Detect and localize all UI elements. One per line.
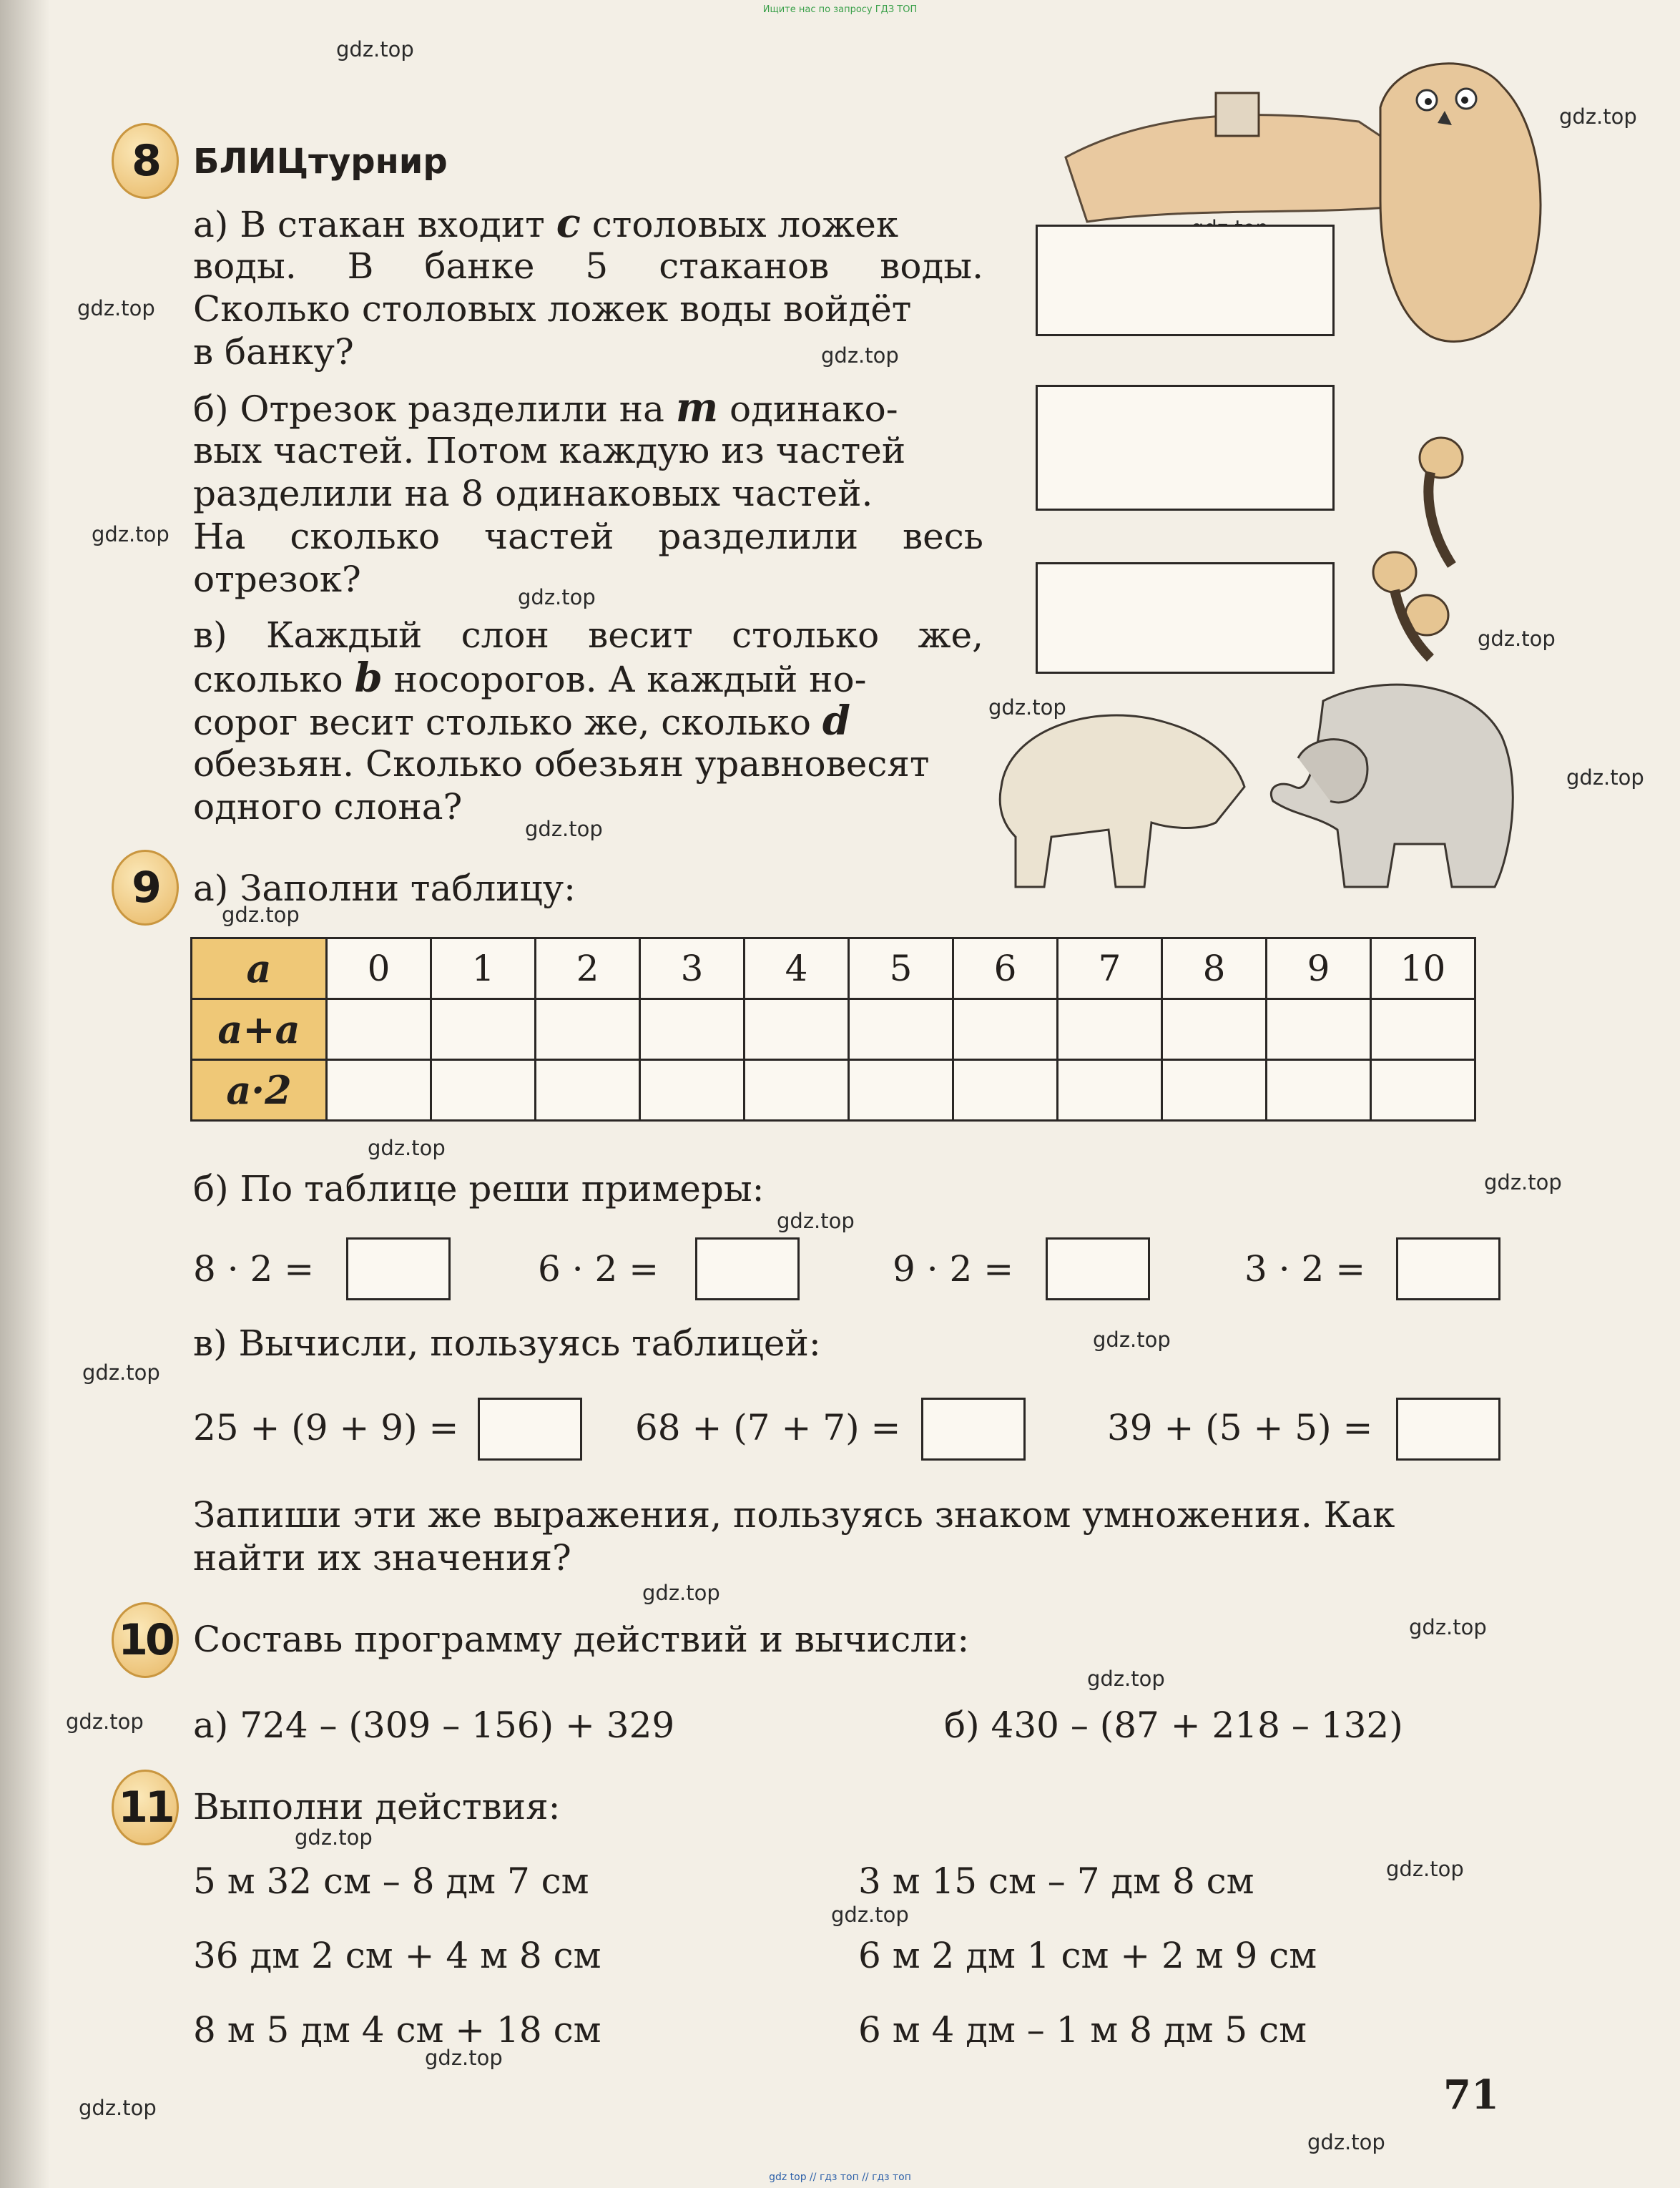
task-9a-label: а) Заполни таблицу: [193,868,576,909]
task-8b-line4: На сколько частей разделили весь [193,516,983,557]
task-9-note-line2: найти их значения? [193,1537,571,1579]
answer-box[interactable] [1046,1237,1150,1300]
watermark: gdz.top [1478,627,1556,651]
task-11-title: Выполни действия: [193,1786,561,1828]
table-cell[interactable] [431,1060,536,1121]
table-cell[interactable] [849,1060,953,1121]
row-head: a+a [192,999,327,1060]
watermark: gdz.top [642,1581,720,1605]
table-cell[interactable] [1371,1060,1475,1121]
bottom-note: gdz top // гдз топ // гдз топ [769,2172,911,2183]
answer-box[interactable] [478,1398,582,1461]
example: 6 · 2 = [538,1248,659,1290]
watermark: gdz.top [1409,1615,1487,1639]
page-shadow [0,0,50,2188]
task-number-badge: 9 [112,850,179,926]
task-title: БЛИЦтурнир [193,142,448,182]
rhino-elephant-illustration [980,658,1538,901]
row-head: a·2 [192,1060,327,1121]
task-8a-line4: в банку? [193,331,354,373]
table-cell[interactable] [1058,999,1162,1060]
task-9c-label: в) Вычисли, пользуясь таблицей: [193,1323,821,1364]
table-cell[interactable] [327,1060,431,1121]
task-8b-line1: б) Отрезок разделили на m одинако- [193,384,898,431]
table-cell[interactable] [953,1060,1058,1121]
task-8c-line5: одного слона? [193,786,463,828]
example: 8 · 2 = [193,1248,315,1290]
watermark: gdz.top [222,903,300,927]
task-8c-line1: в) Каждый слон весит столько же, [193,614,983,656]
example: 9 · 2 = [893,1248,1014,1290]
table-cell[interactable] [1058,1060,1162,1121]
column-header: 9 [1267,938,1371,999]
column-header: 3 [640,938,745,999]
watermark: gdz.top [1093,1328,1171,1352]
task-number-badge: 8 [112,123,179,199]
task-8c-line2: сколько b носорогов. А каждый но- [193,654,867,702]
table-cell[interactable] [536,1060,640,1121]
row-head: a [192,938,327,999]
watermark: gdz.top [295,1825,373,1850]
table-cell[interactable] [1267,1060,1371,1121]
fill-table [190,937,1476,1122]
table-cell[interactable] [1371,999,1475,1060]
table-cell[interactable] [849,999,953,1060]
table-cell[interactable] [327,999,431,1060]
task-8a-line3: Сколько столовых ложек воды войдёт [193,288,912,330]
watermark: gdz.top [1559,104,1637,129]
table-cell[interactable] [1267,999,1371,1060]
watermark: gdz.top [1307,2130,1385,2154]
task-10-title: Составь программу действий и вычисли: [193,1619,970,1660]
answer-box[interactable] [1396,1237,1500,1300]
watermark: gdz.top [1566,765,1644,790]
answer-box[interactable] [695,1237,800,1300]
answer-box-8c[interactable] [1036,562,1335,674]
example: 25 + (9 + 9) = [193,1407,459,1448]
table-cell[interactable] [431,999,536,1060]
column-header: 8 [1162,938,1267,999]
task-9b-label: б) По таблице реши примеры: [193,1168,765,1210]
watermark: gdz.top [1087,1667,1165,1691]
example: 39 + (5 + 5) = [1107,1407,1373,1448]
example: 5 м 32 см – 8 дм 7 см [193,1860,589,1902]
column-header: 6 [953,938,1058,999]
example: 6 м 4 дм – 1 м 8 дм 5 см [858,2009,1307,2051]
column-header: 7 [1058,938,1162,999]
table-cell[interactable] [536,999,640,1060]
watermark: gdz.top [92,522,170,546]
example: 3 м 15 см – 7 дм 8 см [858,1860,1254,1902]
answer-box[interactable] [346,1237,451,1300]
watermark: gdz.top [77,296,155,320]
table-row [192,1060,1475,1121]
task-8b-line3: разделили на 8 одинаковых частей. [193,473,873,514]
watermark: gdz.top [821,343,899,368]
table-cell[interactable] [953,999,1058,1060]
column-header: 2 [536,938,640,999]
task-number-badge: 10 [112,1602,179,1678]
watermark: gdz.top [525,817,603,841]
table-cell[interactable] [745,999,849,1060]
watermark: gdz.top [831,1903,909,1927]
table-row [192,999,1475,1060]
task-10b: б) 430 – (87 + 218 – 132) [944,1704,1403,1746]
table-cell[interactable] [1162,1060,1267,1121]
watermark: gdz.top [1386,1857,1464,1881]
table-cell[interactable] [1162,999,1267,1060]
task-8c-line4: обезьян. Сколько обезьян уравновесят [193,743,930,785]
table-cell[interactable] [640,999,745,1060]
owl-illustration [1058,43,1573,358]
watermark: gdz.top [66,1709,144,1734]
task-8b-line2: вых частей. Потом каждую из частей [193,430,906,471]
task-8a-line2: воды. В банке 5 стаканов воды. [193,245,983,287]
task-8c-line3: сорог весит столько же, сколько d [193,697,851,745]
answer-box[interactable] [921,1398,1026,1461]
watermark: gdz.top [1484,1170,1562,1194]
watermark: gdz.top [336,37,414,62]
column-header: 5 [849,938,953,999]
page-number: 71 [1443,2071,1499,2119]
example: 6 м 2 дм 1 см + 2 м 9 см [858,1935,1317,1976]
answer-box-8b[interactable] [1036,385,1335,511]
task-10a: а) 724 – (309 – 156) + 329 [193,1704,675,1746]
example: 68 + (7 + 7) = [635,1407,901,1448]
example: 36 дм 2 см + 4 м 8 см [193,1935,601,1976]
task-9-note-line1: Запиши эти же выражения, пользуясь знаком умножения. Как [193,1494,1395,1536]
column-header: 1 [431,938,536,999]
column-header: 0 [327,938,431,999]
example: 3 · 2 = [1244,1248,1366,1290]
task-8a-line1: а) В стакан входит c столовых ложек [193,200,899,247]
watermark: gdz.top [518,585,596,609]
watermark: gdz.top [988,695,1066,720]
column-header: 4 [745,938,849,999]
monkeys-illustration [1352,401,1531,672]
watermark: gdz.top [368,1136,446,1160]
watermark: gdz.top [82,1360,160,1385]
table-cell[interactable] [640,1060,745,1121]
answer-box[interactable] [1396,1398,1500,1461]
column-header: 10 [1371,938,1475,999]
watermark: gdz.top [79,2096,157,2120]
watermark: gdz.top [425,2046,503,2070]
example: 8 м 5 дм 4 см + 18 см [193,2009,601,2051]
table-row [192,938,1475,999]
task-8b-line5: отрезок? [193,559,361,600]
table-cell[interactable] [745,1060,849,1121]
task-number-badge: 11 [112,1770,179,1845]
top-note: Ищите нас по запросу ГДЗ ТОП [762,4,918,15]
watermark: gdz.top [777,1209,855,1233]
